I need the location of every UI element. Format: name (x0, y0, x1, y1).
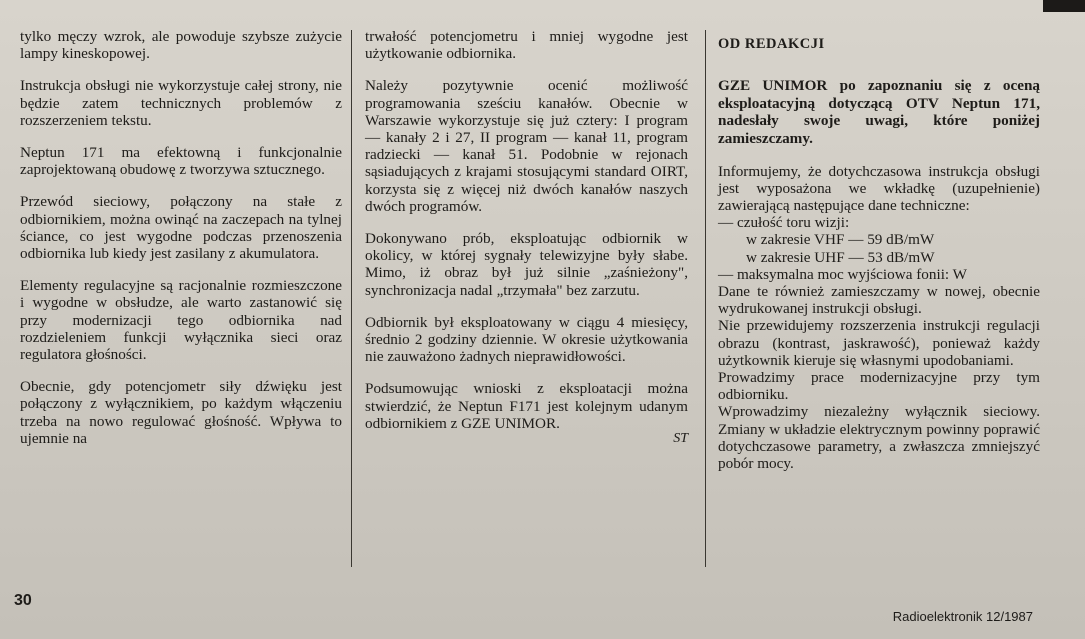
editorial-body (718, 163, 1040, 473)
footer-issue: Radioelektronik 12/1987 (892, 609, 1033, 624)
editorial-lead: GZE UNIMOR po zapoznaniu się z oceną eksploatacyjną dotyczącą OTV Neptun 171, nadesłały swoje uwagi, które poniżej zamieszczamy. (718, 77, 1040, 147)
col2-paragraph-4: Odbiornik był eksploatowany w ciągu 4 miesięcy, średnio 2 godziny dziennie. W okresie użytkowania nie zauważono żadnych nieprawidłowości. (365, 313, 688, 366)
col1-paragraph-5: Elementy regulacyjne są racjonalnie rozmieszczone i wygodne w obsłudze, ale warto zastanowić się przy modernizacji tego odbiornika nad rozdzieleniem funkcji wyłącznika sieci oraz regulatora głośności. (20, 277, 342, 364)
page-number: 30 (14, 592, 32, 609)
column-2 (365, 28, 688, 447)
col1-paragraph-1: tylko męczy wzrok, ale powoduje szybsze zużycie lampy kineskopowej. (20, 28, 342, 63)
author-signature: ST (673, 431, 688, 447)
column-1 (20, 28, 342, 462)
column-divider-2 (705, 30, 706, 567)
audio-power: — maksymalna moc wyjściowa fonii: W (718, 265, 967, 283)
col2-paragraph-5: Podsumowując wnioski z eksploatacji można stwierdzić, że Neptun F171 jest kolejnym udanym odbiornikiem z GZE UNIMOR. (365, 380, 688, 432)
col1-paragraph-3: Neptun 171 ma efektowną i funkcjonalnie zaprojektowaną obudowę z tworzywa sztucznego. (20, 144, 342, 179)
page-edge-shadow (1043, 0, 1085, 12)
col2-paragraph-2: Należy pozytywnie ocenić możliwość programowania sześciu kanałów. Obecnie w Warszawie wykorzystuje się już cztery: I program — kanały 2 i 27, II program — kanał 11, program radziecki — kanał 51. Podobnie w rejonach sąsiadujących z krajami stosującymi standard OIRT, korzysta się z więcej niż dwóch kanałów naszych dwóch programów. (365, 77, 688, 215)
col1-paragraph-6: Obecnie, gdy potencjometr siły dźwięku jest połączony z wyłącznikiem, po każdym włączeniu trzeba na nowo regulować głośność. Wpływa to ujemnie na (20, 378, 342, 447)
editorial-heading: OD REDAKCJI (718, 36, 825, 52)
editorial-paragraph-2: Nie przewidujemy rozszerzenia instrukcji regulacji obrazu (kontrast, jaskrawość), ponieważ każdy użytkownik kieruje się własnymi upodobaniami. (718, 317, 1040, 369)
col2-paragraph-1: trwałość potencjometru i mniej wygodne jest użytkowanie odbiornika. (365, 28, 688, 63)
col2-paragraph-3: Dokonywano prób, eksploatując odbiornik w okolicy, w której sygnały telewizyjne były słabe. Mimo, iż obraz był już silnie „zaśnieżony", synchronizacja nadal „trzymała" bez zarzutu. (365, 230, 688, 299)
vhf-sensitivity: w zakresie VHF — 59 dB/mW (746, 231, 935, 249)
editorial-intro: Informujemy, że dotychczasowa instrukcja obsługi jest wyposażona we wkładkę (uzupełnienie) zawierającą następujące dane techniczne: (718, 162, 1040, 214)
uhf-sensitivity: w zakresie UHF — 53 dB/mW (746, 248, 935, 266)
editorial-paragraph-1: Dane te również zamieszczamy w nowej, obecnie wydrukowanej instrukcji obsługi. (718, 283, 1040, 318)
col1-paragraph-4: Przewód sieciowy, połączony na stałe z odbiornikiem, można owinąć na zaczepach na tylnej ściance, co jest wygodne podczas przenoszenia odbiornika lub kiedy jest zasilany z akumulatora. (20, 193, 342, 263)
column-divider-1 (351, 30, 352, 567)
sensitivity-label: — czułość toru wizji: (718, 214, 850, 232)
col1-paragraph-2: Instrukcja obsługi nie wykorzystuje całej strony, nie będzie zatem technicznych problemów z rozszerzeniem tekstu. (20, 77, 342, 129)
editorial-paragraph-4: Wprowadzimy niezależny wyłącznik sieciowy. Zmiany w układzie elektrycznym powinny poprawić dotychczasowe parametry, a zwłaszcza zmniejszyć pobór mocy. (718, 403, 1040, 473)
column-3 (718, 28, 1040, 472)
editorial-paragraph-3: Prowadzimy prace modernizacyjne przy tym odbiorniku. (718, 369, 1040, 404)
